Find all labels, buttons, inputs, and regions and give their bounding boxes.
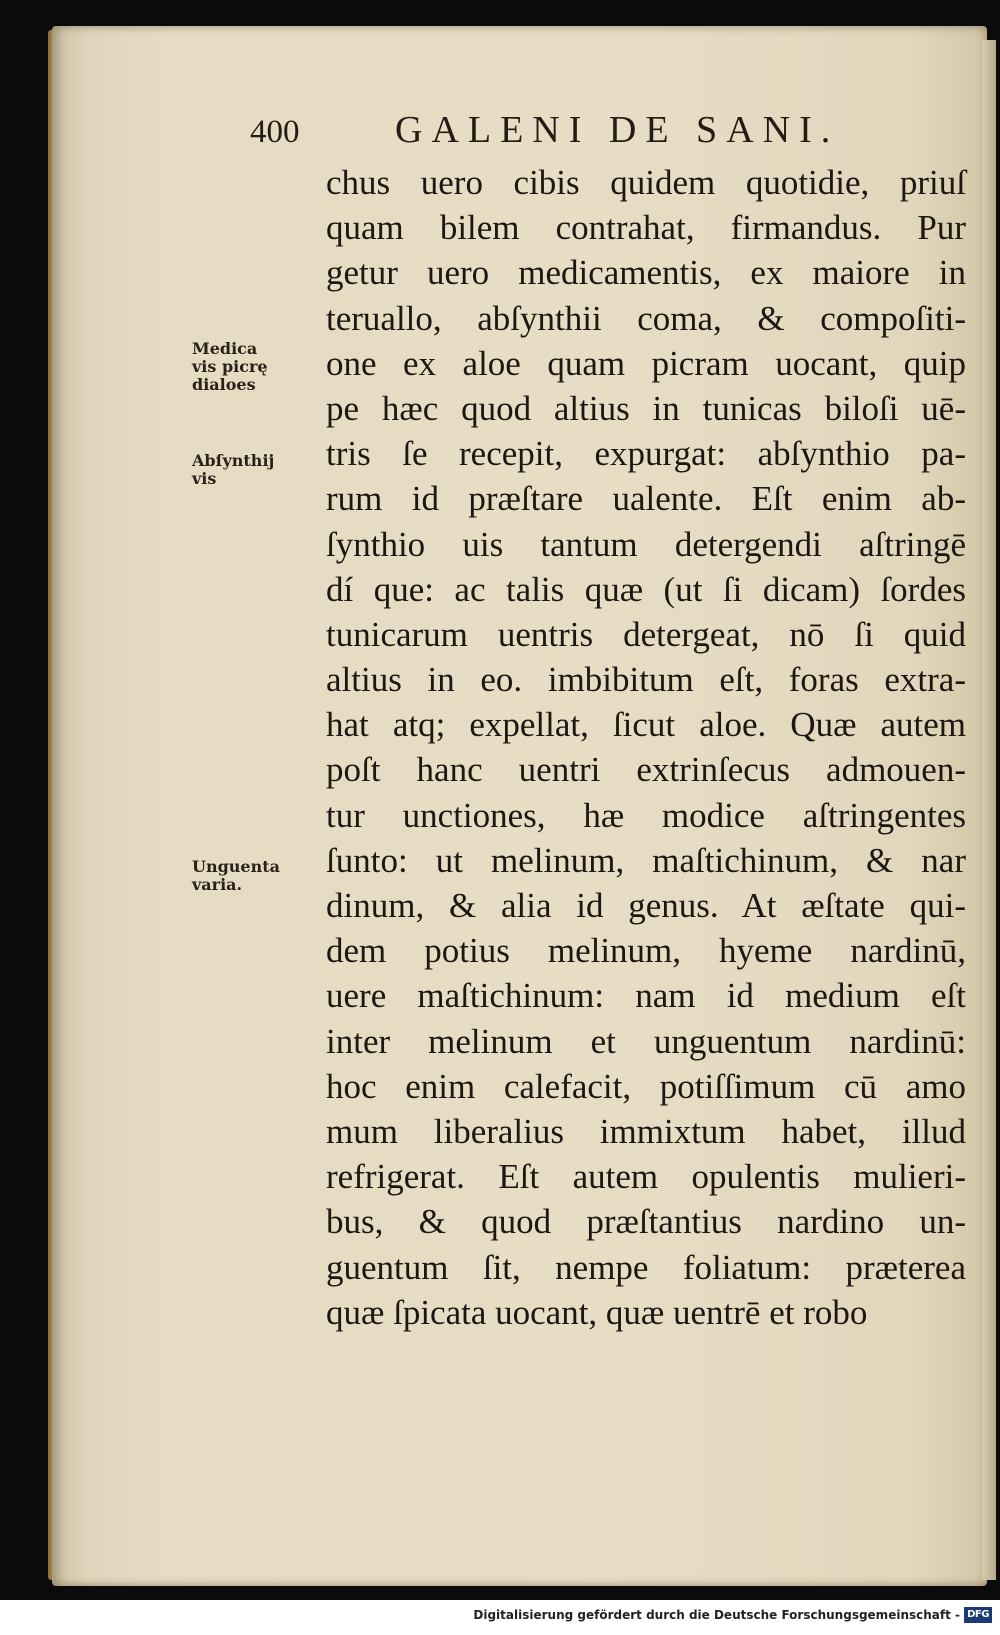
text-line: quæ ſpicata uocant, quæ uentrē et robo (326, 1292, 868, 1332)
margin-note-absynthii (192, 452, 320, 488)
text-line: chus uero cibis quidem quotidie, priuſ (326, 163, 966, 202)
margin-note-medica (192, 340, 320, 394)
margin-note-line: varia. (192, 875, 243, 894)
body-text (326, 160, 966, 1335)
footer-credit: Digitalisierung gefördert durch die Deutsche Forschungsgemeinschaft - (473, 1608, 960, 1622)
text-line: inter melinum et unguentum nardinū: (326, 1021, 966, 1061)
text-line: tunicarum uentris detergeat, nō ſi quid (326, 614, 966, 654)
text-line: hat atq; expellat, ſicut aloe. Quæ autem (326, 705, 966, 745)
text-line: poſt hanc uentri extrinſecus admouen- (326, 750, 966, 790)
text-line: rum id præſtare ualente. Eſt enim ab- (326, 479, 966, 519)
text-line: refrigerat. Eſt autem opulentis mulieri- (326, 1157, 966, 1197)
text-line: tris ſe recepit, expurgat: abſynthio pa- (326, 434, 966, 474)
text-line: getur uero medicamentis, ex maiore in (326, 253, 966, 293)
margin-note-line: Unguenta (192, 857, 280, 876)
margin-note-line: vis (192, 469, 217, 488)
digitization-footer (0, 1600, 1000, 1635)
text-line: uere maſtichinum: nam id medium eſt (326, 976, 966, 1016)
text-line: mum liberalius immixtum habet, illud (326, 1111, 966, 1151)
dfg-logo: DFG (964, 1607, 992, 1623)
running-title: GALENI DE SANI. (395, 109, 840, 151)
margin-note-unguenta (192, 858, 320, 894)
margin-note-line: vis picrę (192, 357, 268, 376)
margin-note-line: dialoes (192, 375, 256, 394)
text-line: bus, & quod præſtantius nardino un- (326, 1202, 966, 1242)
page-number: 400 (250, 114, 300, 150)
text-line: quam bilem contrahat, firmandus. Pur (326, 208, 966, 248)
page-header (250, 108, 890, 160)
text-line: dí que: ac talis quæ (ut ſi dicam) ſordes (326, 569, 966, 609)
text-line: teruallo, abſynthii coma, & compoſiti- (326, 298, 966, 338)
text-line: hoc enim calefacit, potiſſimum cū amo (326, 1066, 966, 1106)
text-line: ſynthio uis tantum detergendi aſtringē (326, 524, 966, 564)
book-edge-right (982, 40, 996, 1580)
margin-note-line: Abſynthij (192, 451, 275, 470)
text-line: altius in eo. imbibitum eſt, foras extra- (326, 660, 966, 700)
text-line: dem potius melinum, hyeme nardinū, (326, 931, 966, 971)
text-line: dinum, & alia id genus. At æſtate qui- (326, 886, 966, 925)
text-line: tur unctiones, hæ modice aſtringentes (326, 795, 966, 835)
text-line: one ex aloe quam picram uocant, quip (326, 343, 966, 383)
text-line: pe hæc quod altius in tunicas biloſi uē- (326, 388, 966, 428)
text-line: guentum ſit, nempe foliatum: præterea (326, 1247, 966, 1287)
margin-note-line: Medica (192, 339, 258, 358)
text-line: ſunto: ut melinum, maſtichinum, & nar (326, 840, 966, 880)
